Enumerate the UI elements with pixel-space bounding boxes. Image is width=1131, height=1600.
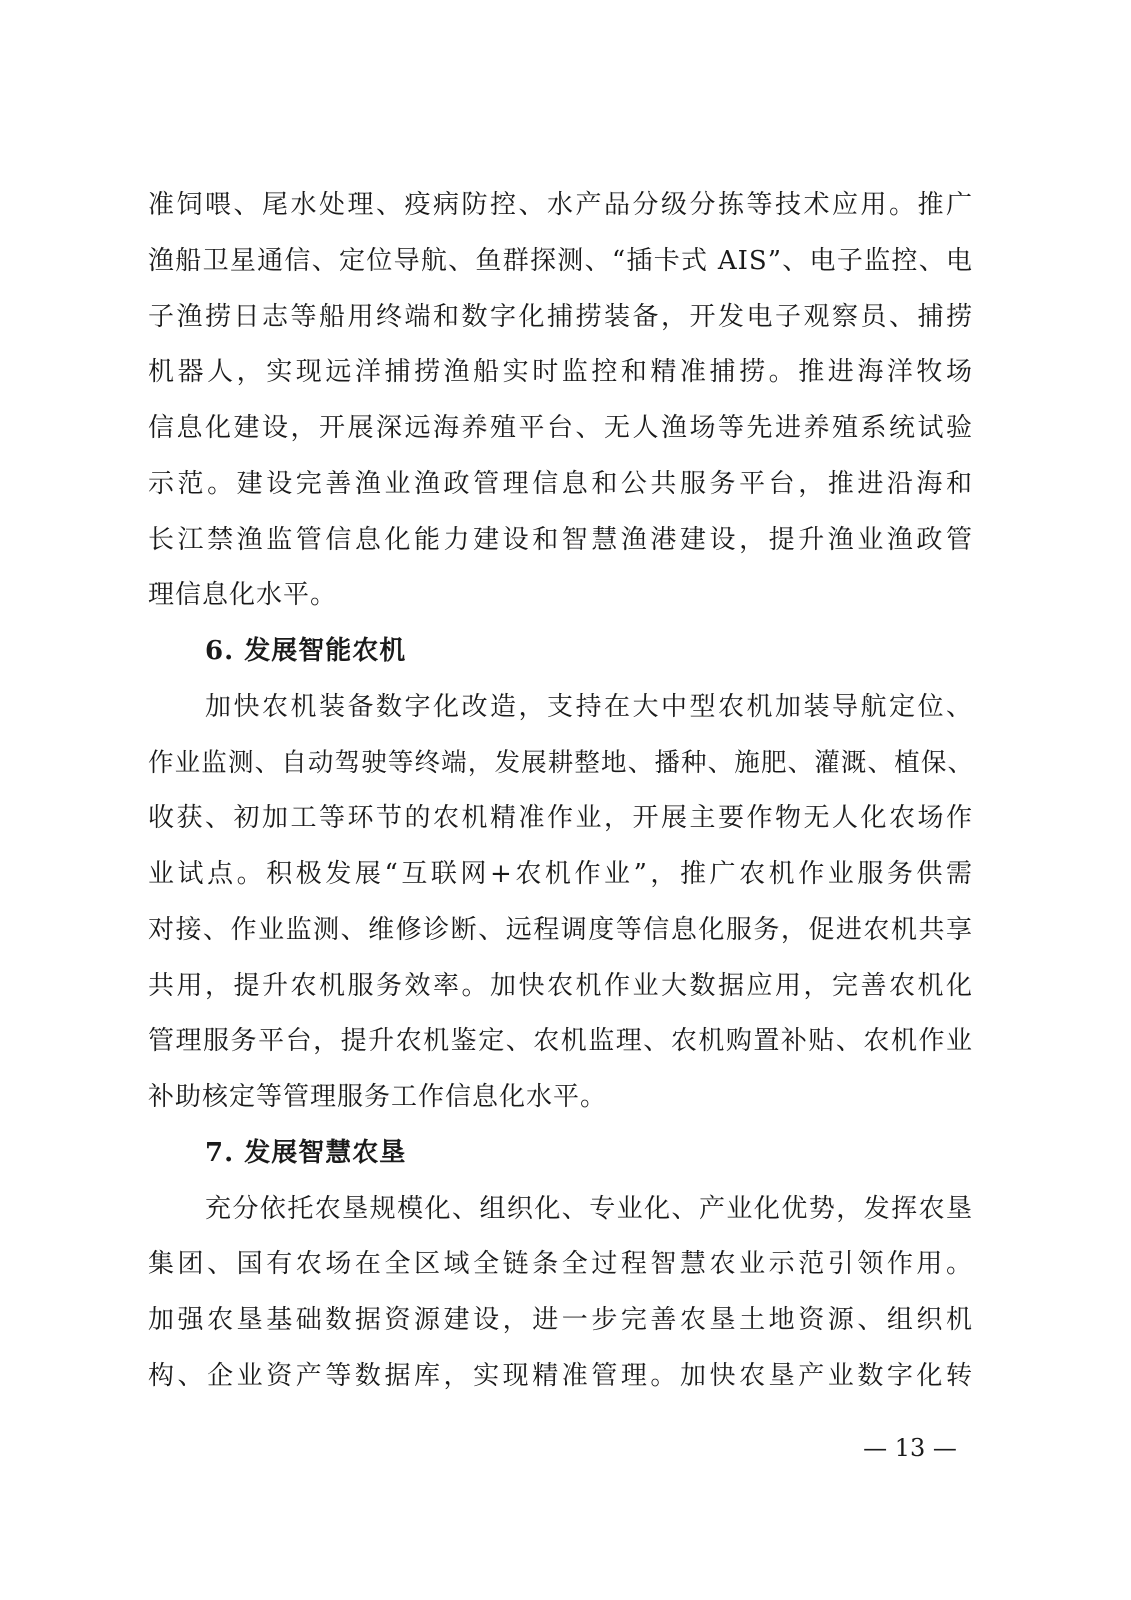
- text-line: 信息化建设，开展深远海养殖平台、无人渔场等先进养殖系统试验: [148, 413, 973, 443]
- text-line: 渔船卫星通信、定位导航、鱼群探测、“插卡式 AIS”、电子监控、电: [148, 246, 973, 276]
- text-line: 准饲喂、尾水处理、疫病防控、水产品分级分拣等技术应用。推广: [148, 190, 973, 220]
- text-line: 理信息化水平。: [148, 580, 338, 610]
- text-line: 业试点。积极发展“互联网+农机作业”，推广农机作业服务供需: [148, 859, 973, 889]
- text-line: 长江禁渔监管信息化能力建设和智慧渔港建设，提升渔业渔政管: [148, 525, 973, 555]
- text-line: 对接、作业监测、维修诊断、远程调度等信息化服务，促进农机共享: [148, 915, 973, 945]
- text-line: 机器人，实现远洋捕捞渔船实时监控和精准捕捞。推进海洋牧场: [148, 357, 973, 387]
- text-line: 共用，提升农机服务效率。加快农机作业大数据应用，完善农机化: [148, 971, 973, 1001]
- text-line: 集团、国有农场在全区域全链条全过程智慧农业示范引领作用。: [148, 1249, 973, 1279]
- text-line: 构、企业资产等数据库，实现精准管理。加快农垦产业数字化转: [148, 1361, 973, 1391]
- text-line: 示范。建设完善渔业渔政管理信息和公共服务平台，推进沿海和: [148, 469, 973, 499]
- text-line: 作业监测、自动驾驶等终端，发展耕整地、播种、施肥、灌溉、植保、: [148, 748, 973, 778]
- section-heading-6: 6. 发展智能农机: [205, 636, 407, 666]
- text-line: 补助核定等管理服务工作信息化水平。: [148, 1082, 608, 1112]
- text-line: 收获、初加工等环节的农机精准作业，开展主要作物无人化农场作: [148, 803, 973, 833]
- text-line: 管理服务平台，提升农机鉴定、农机监理、农机购置补贴、农机作业: [148, 1026, 973, 1056]
- text-line: 子渔捞日志等船用终端和数字化捕捞装备，开发电子观察员、捕捞: [148, 302, 973, 332]
- text-line: 加强农垦基础数据资源建设，进一步完善农垦土地资源、组织机: [148, 1305, 973, 1335]
- page-number: — 13 —: [863, 1434, 957, 1462]
- section-heading-7: 7. 发展智慧农垦: [205, 1138, 407, 1168]
- text-line: 加快农机装备数字化改造，支持在大中型农机加装导航定位、: [205, 692, 973, 722]
- text-line: 充分依托农垦规模化、组织化、专业化、产业化优势，发挥农垦: [205, 1194, 973, 1224]
